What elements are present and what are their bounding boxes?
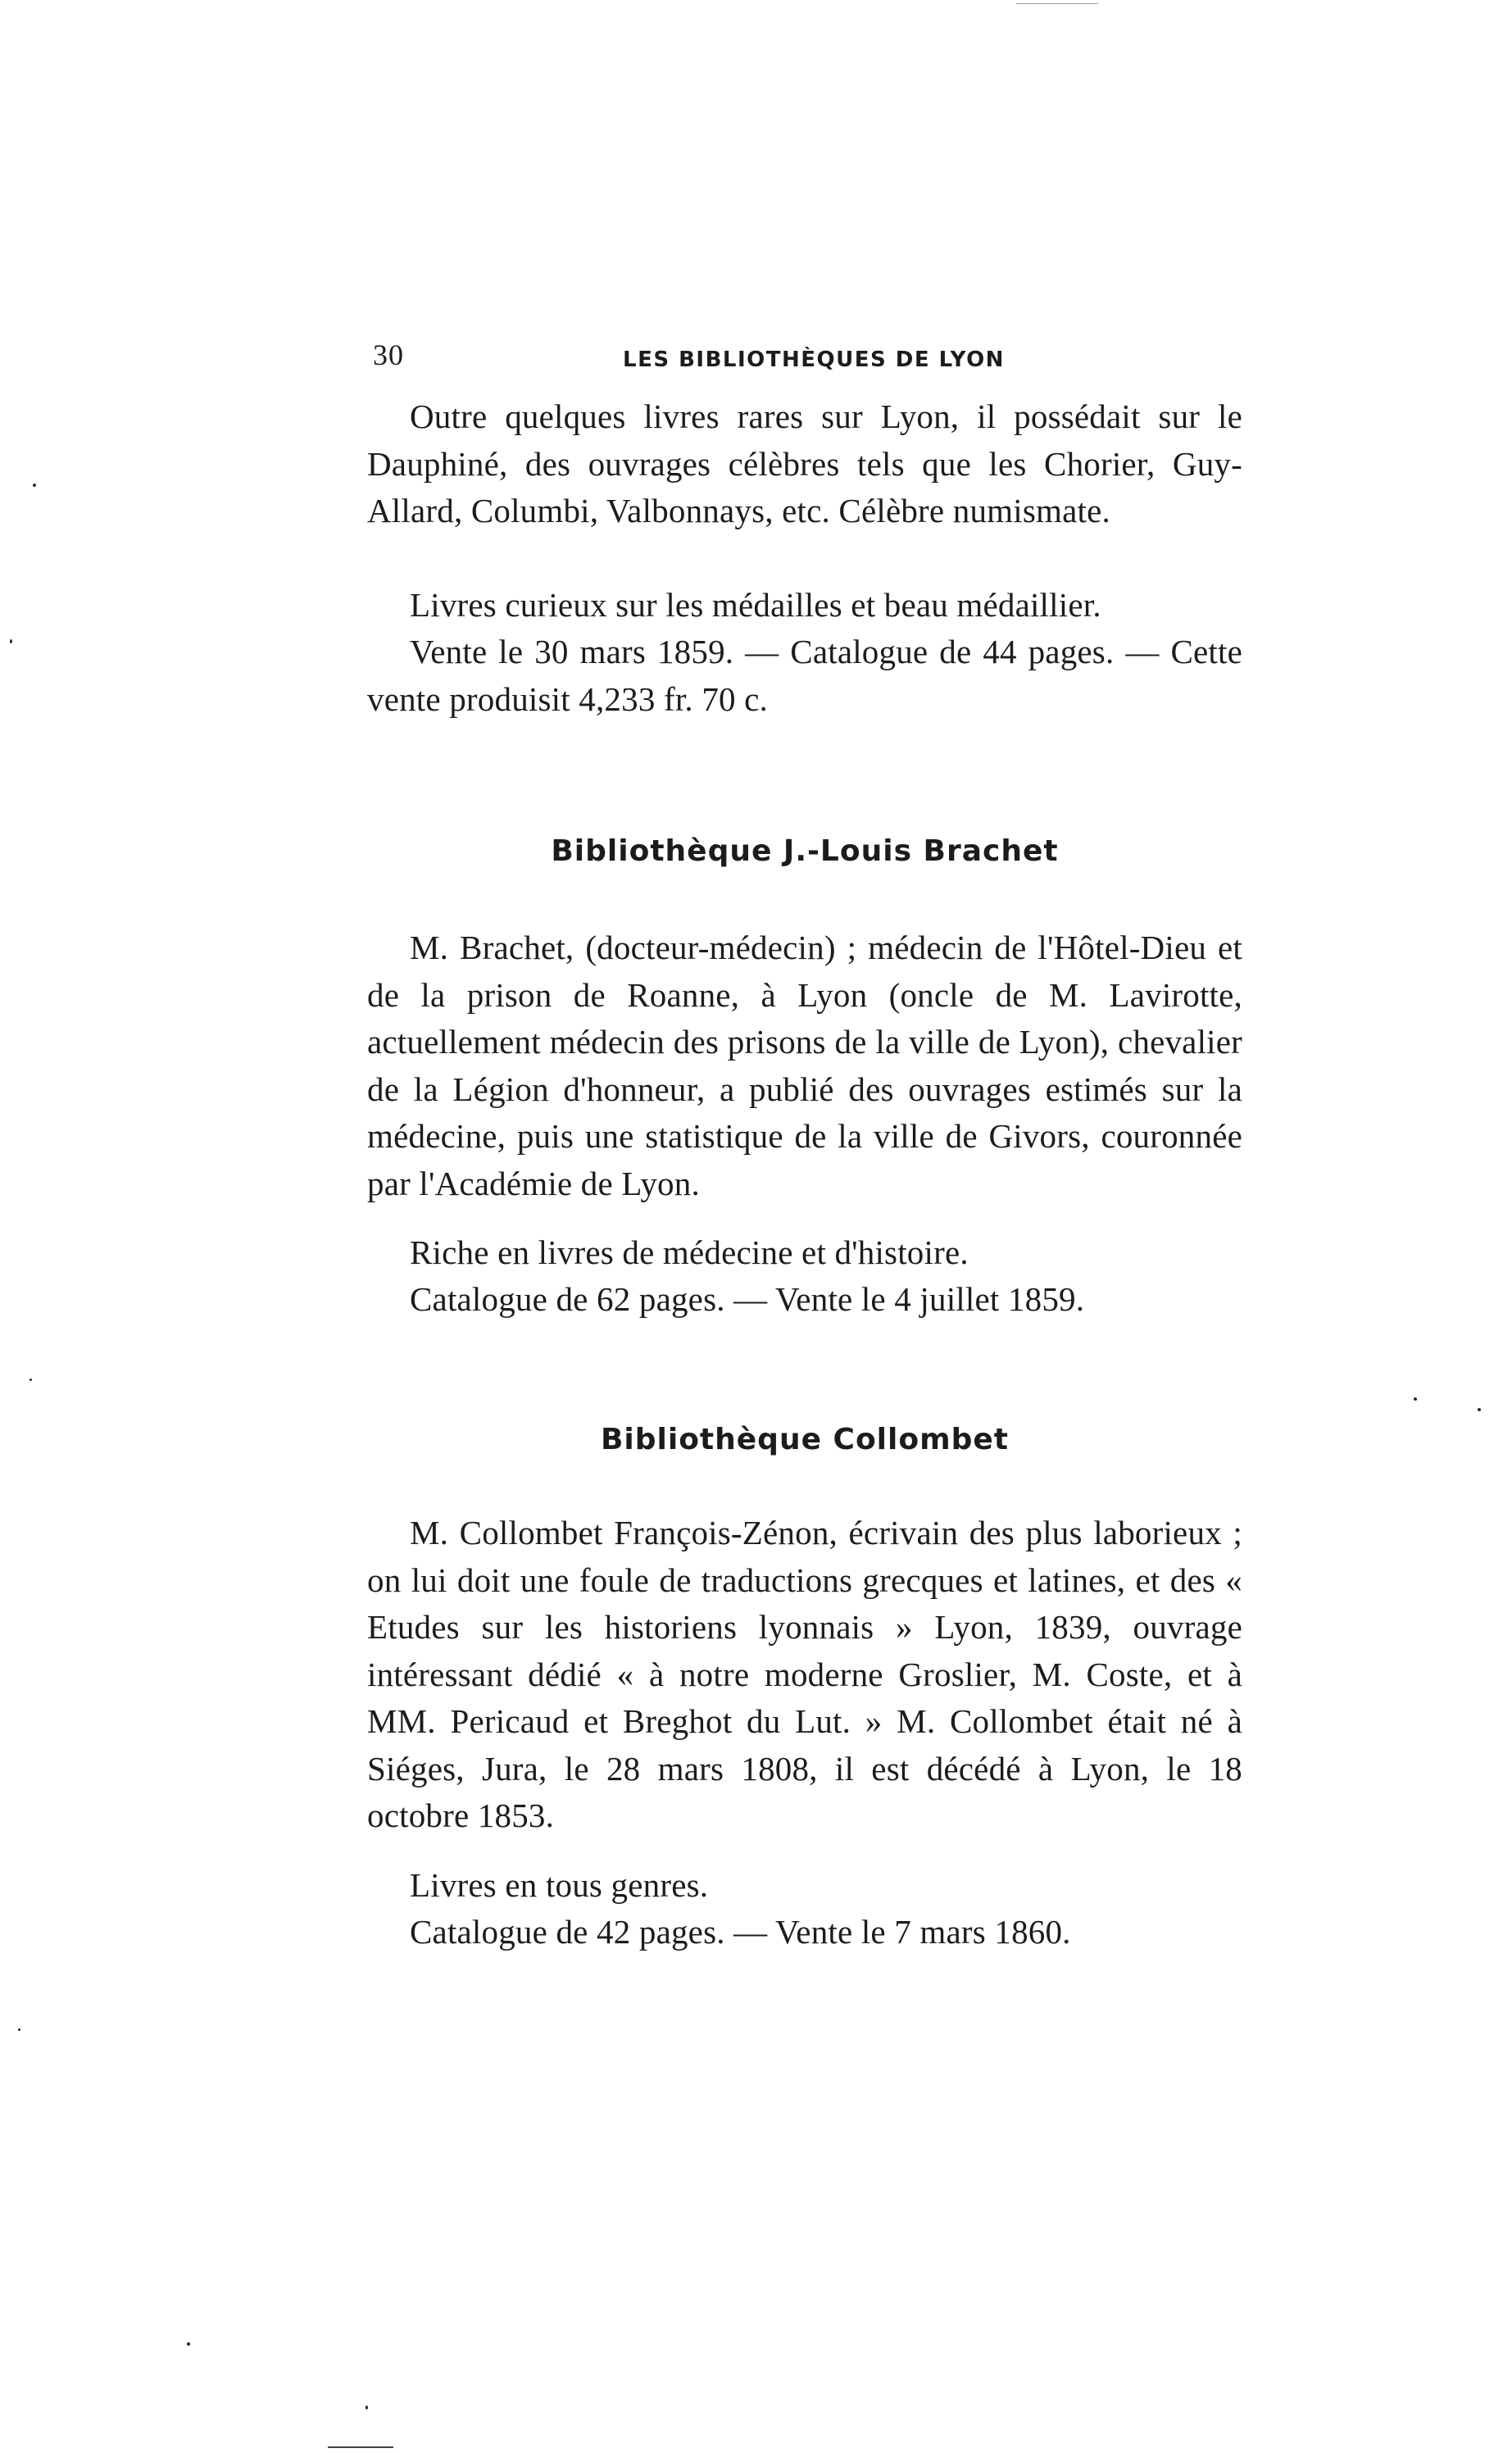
- paragraph-collombet-catalogue: Catalogue de 42 pages. — Vente le 7 mars 1860.: [410, 1913, 1071, 1951]
- running-head: [373, 338, 1242, 379]
- page-number: 30: [373, 338, 404, 371]
- scan-edge-mark: [328, 2446, 393, 2448]
- heading-bibliotheque-collombet: Bibliothèque Collombet: [600, 1423, 1010, 1456]
- scan-speck: [18, 2028, 20, 2031]
- scan-speck: [30, 1379, 32, 1381]
- scan-edge-mark: [1016, 3, 1098, 4]
- paragraph-brachet-bio: M. Brachet, (docteur-médecin) ; médecin de l'Hôtel-Dieu et de la prison de Roanne, à Lyon (oncle de M. Lavirotte, actuellement médecin des prisons de la ville de Lyon), chevalier de la Légion d'honneur, a publié des ouvrages estimés sur la médecine, puis une statistique de la ville de Givors, couronnée par l'Académie de Lyon.: [367, 929, 1242, 1202]
- paragraph-collombet-livres: Livres en tous genres.: [410, 1866, 709, 1904]
- scan-speck: [1414, 1397, 1417, 1401]
- paragraph-medailles: Livres curieux sur les médailles et beau médaillier.: [410, 586, 1101, 624]
- paragraph-vente-1859-mars: Vente le 30 mars 1859. — Catalogue de 44 pages. — Cette vente produisit 4,233 fr. 70 c.: [367, 633, 1242, 718]
- heading-bibliotheque-brachet: Bibliothèque J.-Louis Brachet: [551, 834, 1059, 868]
- scan-speck: [10, 639, 12, 643]
- paragraph-collombet-bio: M. Collombet François-Zénon, écrivain des plus laborieux ; on lui doit une foule de traductions grecques et latines, et des « Etudes sur les historiens lyonnais » Lyon, 1839, ouvrage intéressant dédié « à notre moderne Groslier, M. Coste, et à MM. Pericaud et Breghot du Lut. » M. Collombet était né à Siéges, Jura, le 28 mars 1808, il est décédé à Lyon, le 18 octobre 1853.: [367, 1514, 1242, 1834]
- scan-speck: [187, 2342, 190, 2346]
- running-head-title: LES BIBLIOTHÈQUES DE LYON: [623, 348, 1005, 372]
- scan-speck: [33, 484, 36, 487]
- scan-speck: [1478, 1408, 1481, 1411]
- paragraph-brachet-catalogue: Catalogue de 62 pages. — Vente le 4 juillet 1859.: [410, 1280, 1085, 1318]
- paragraph-chorier: Outre quelques livres rares sur Lyon, il possédait sur le Dauphiné, des ouvrages célèbres tels que les Chorier, Guy-Allard, Columbi, Valbonnays, etc. Célèbre numismate.: [367, 397, 1242, 529]
- scan-speck: [366, 2405, 368, 2410]
- paragraph-brachet-livres: Riche en livres de médecine et d'histoire.: [410, 1233, 969, 1271]
